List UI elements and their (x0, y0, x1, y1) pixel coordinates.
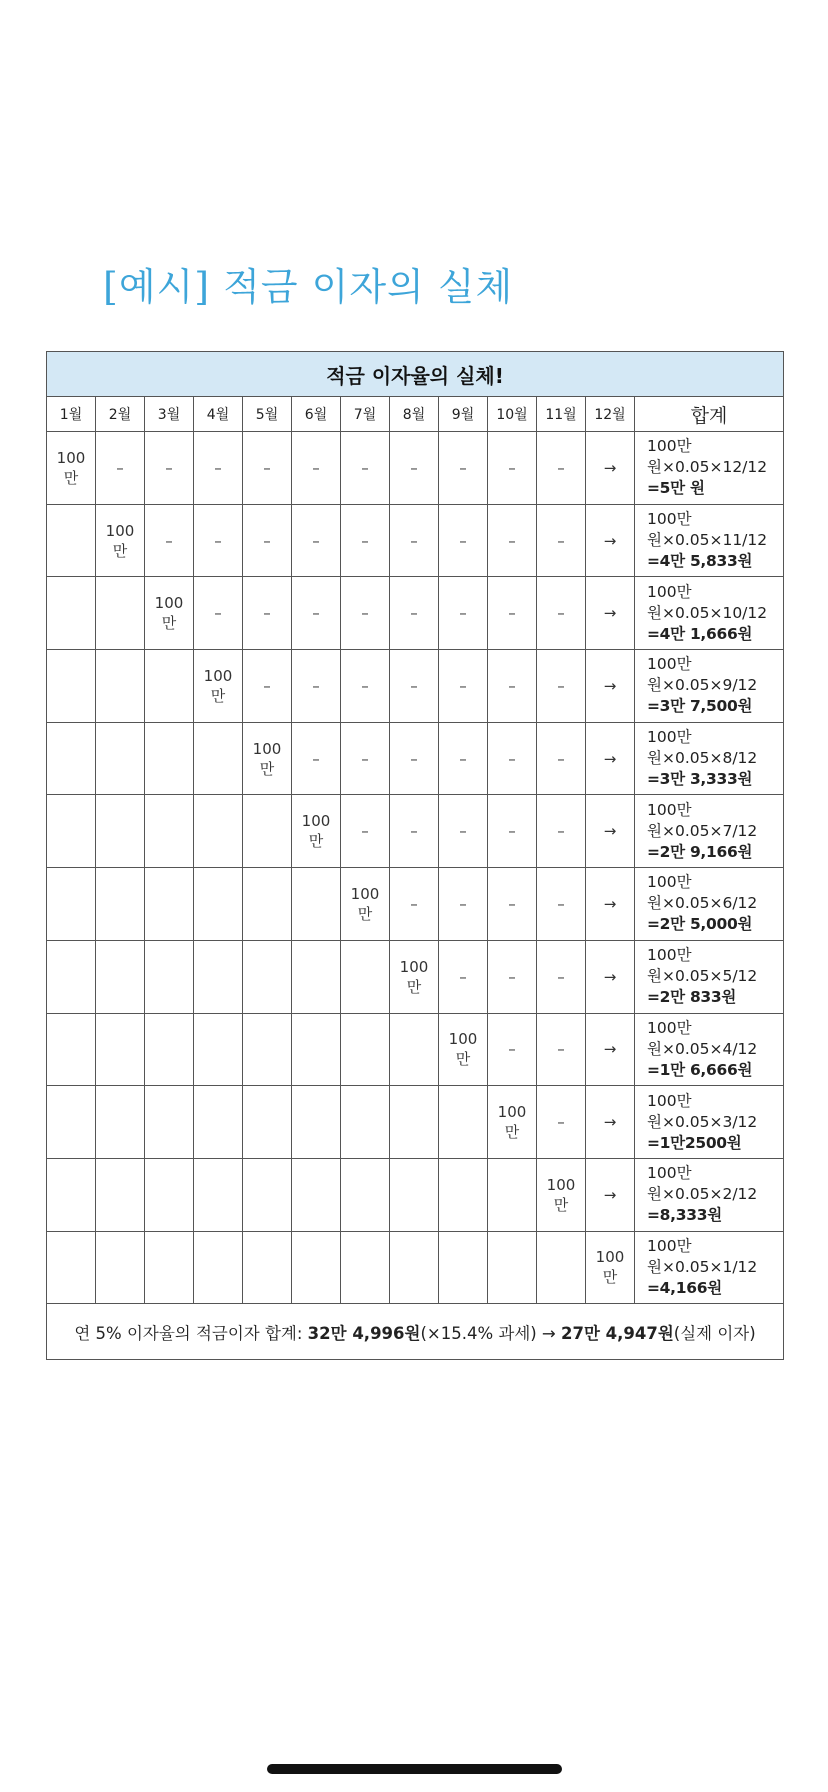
empty-cell (145, 650, 194, 723)
dash-cell: – (537, 577, 586, 650)
deposit-cell: 100 만 (292, 795, 341, 868)
dash-cell: – (488, 795, 537, 868)
dash-cell: – (292, 650, 341, 723)
formula-line-1: 100만 (647, 800, 692, 819)
row-sum (635, 577, 784, 650)
formula-line-1: 100만 (647, 728, 692, 747)
month-header: 5월 (243, 397, 292, 432)
dash-cell: – (390, 504, 439, 577)
table-row (47, 795, 784, 868)
empty-cell (194, 1013, 243, 1086)
arrow-cell: → (586, 1158, 635, 1231)
row-sum (635, 1158, 784, 1231)
formula-result: =2만 833원 (647, 988, 737, 1007)
empty-cell (145, 1013, 194, 1086)
dash-cell: – (390, 650, 439, 723)
row-sum (635, 1013, 784, 1086)
formula-line-1: 100만 (647, 510, 692, 529)
table-row (47, 432, 784, 505)
empty-cell (243, 940, 292, 1013)
table-row (47, 577, 784, 650)
formula-line-2: 원×0.05×7/12 (647, 821, 758, 840)
formula-result: =2만 9,166원 (647, 842, 753, 861)
dash-cell: – (390, 795, 439, 868)
empty-cell (47, 1231, 96, 1304)
dash-cell: – (537, 868, 586, 941)
empty-cell (145, 940, 194, 1013)
empty-cell (292, 1158, 341, 1231)
empty-cell (439, 1086, 488, 1159)
empty-cell (243, 1158, 292, 1231)
month-header: 2월 (96, 397, 145, 432)
row-sum (635, 940, 784, 1013)
empty-cell (145, 868, 194, 941)
empty-cell (292, 1086, 341, 1159)
dash-cell: – (390, 432, 439, 505)
formula-line-2: 원×0.05×5/12 (647, 967, 758, 986)
month-header: 11월 (537, 397, 586, 432)
formula-result: =4만 1,666원 (647, 624, 753, 643)
dash-cell: – (390, 577, 439, 650)
formula-result: =3만 7,500원 (647, 697, 753, 716)
row-sum (635, 650, 784, 723)
empty-cell (96, 1231, 145, 1304)
dash-cell: – (194, 432, 243, 505)
table-row (47, 650, 784, 723)
table-row (47, 868, 784, 941)
dash-cell: – (537, 795, 586, 868)
empty-cell (341, 1013, 390, 1086)
dash-cell: – (488, 1013, 537, 1086)
formula-line-1: 100만 (647, 1018, 692, 1037)
empty-cell (439, 1158, 488, 1231)
sum-header: 합계 (635, 397, 784, 432)
table-row (47, 722, 784, 795)
empty-cell (194, 1231, 243, 1304)
arrow-cell: → (586, 1086, 635, 1159)
formula-line-2: 원×0.05×8/12 (647, 749, 758, 768)
total-summary (47, 1304, 784, 1360)
empty-cell (47, 940, 96, 1013)
empty-cell (96, 1086, 145, 1159)
dash-cell: – (341, 432, 390, 505)
deposit-cell: 100 만 (96, 504, 145, 577)
dash-cell: – (439, 940, 488, 1013)
dash-cell: – (292, 504, 341, 577)
row-sum (635, 504, 784, 577)
row-sum (635, 795, 784, 868)
dash-cell: – (439, 504, 488, 577)
formula-result: =1만 6,666원 (647, 1060, 753, 1079)
table-row (47, 1013, 784, 1086)
empty-cell (47, 795, 96, 868)
dash-cell: – (194, 504, 243, 577)
dash-cell: – (390, 868, 439, 941)
deposit-cell: 100 만 (47, 432, 96, 505)
empty-cell (47, 1013, 96, 1086)
dash-cell: – (537, 1013, 586, 1086)
formula-line-2: 원×0.05×6/12 (647, 894, 758, 913)
empty-cell (243, 795, 292, 868)
empty-cell (390, 1013, 439, 1086)
month-header: 8월 (390, 397, 439, 432)
dash-cell: – (488, 504, 537, 577)
empty-cell (488, 1158, 537, 1231)
dash-cell: – (537, 504, 586, 577)
empty-cell (194, 795, 243, 868)
dash-cell: – (243, 577, 292, 650)
month-header: 3월 (145, 397, 194, 432)
formula-line-1: 100만 (647, 946, 692, 965)
month-header: 1월 (47, 397, 96, 432)
empty-cell (47, 1086, 96, 1159)
row-sum (635, 722, 784, 795)
arrow-cell: → (586, 504, 635, 577)
empty-cell (96, 940, 145, 1013)
net-suffix: (실제 이자) (673, 1323, 756, 1343)
dash-cell: – (488, 650, 537, 723)
empty-cell (194, 1158, 243, 1231)
empty-cell (194, 722, 243, 795)
table-row (47, 504, 784, 577)
dash-cell: – (488, 432, 537, 505)
dash-cell: – (145, 504, 194, 577)
formula-line-1: 100만 (647, 437, 692, 456)
empty-cell (145, 1086, 194, 1159)
empty-cell (439, 1231, 488, 1304)
dash-cell: – (537, 940, 586, 1013)
formula-line-2: 원×0.05×4/12 (647, 1039, 758, 1058)
formula-line-2: 원×0.05×11/12 (647, 531, 768, 550)
empty-cell (243, 1231, 292, 1304)
empty-cell (145, 1231, 194, 1304)
dash-cell: – (537, 432, 586, 505)
table-row (47, 1231, 784, 1304)
empty-cell (243, 1086, 292, 1159)
empty-cell (194, 1086, 243, 1159)
arrow-cell: → (586, 577, 635, 650)
dash-cell: – (488, 868, 537, 941)
dash-cell: – (439, 722, 488, 795)
empty-cell (537, 1231, 586, 1304)
formula-line-1: 100만 (647, 1164, 692, 1183)
table-row (47, 1086, 784, 1159)
formula-result: =8,333원 (647, 1206, 722, 1225)
page-title: [예시] 적금 이자의 실체 (103, 265, 514, 309)
empty-cell (96, 1158, 145, 1231)
row-sum (635, 868, 784, 941)
dash-cell: – (488, 940, 537, 1013)
row-sum (635, 432, 784, 505)
total-amount: 32만 4,996원 (307, 1323, 421, 1343)
month-header: 10월 (488, 397, 537, 432)
arrow-cell: → (586, 940, 635, 1013)
empty-cell (243, 868, 292, 941)
empty-cell (47, 577, 96, 650)
dash-cell: – (341, 577, 390, 650)
arrow-cell: → (586, 432, 635, 505)
empty-cell (47, 722, 96, 795)
dash-cell: – (439, 577, 488, 650)
formula-result: =2만 5,000원 (647, 915, 753, 934)
dash-cell: – (537, 722, 586, 795)
formula-line-1: 100만 (647, 1091, 692, 1110)
empty-cell (96, 1013, 145, 1086)
empty-cell (96, 868, 145, 941)
formula-line-2: 원×0.05×3/12 (647, 1112, 758, 1131)
formula-line-2: 원×0.05×2/12 (647, 1185, 758, 1204)
empty-cell (47, 868, 96, 941)
month-header-row (47, 397, 784, 432)
empty-cell (341, 1231, 390, 1304)
empty-cell (341, 940, 390, 1013)
month-header: 7월 (341, 397, 390, 432)
dash-cell: – (341, 795, 390, 868)
dash-cell: – (537, 1086, 586, 1159)
empty-cell (292, 1013, 341, 1086)
total-row (47, 1304, 784, 1360)
dash-cell: – (439, 795, 488, 868)
empty-cell (47, 504, 96, 577)
empty-cell (96, 650, 145, 723)
deposit-cell: 100 만 (439, 1013, 488, 1086)
empty-cell (145, 1158, 194, 1231)
deposit-cell: 100 만 (586, 1231, 635, 1304)
empty-cell (96, 577, 145, 650)
dash-cell: – (243, 650, 292, 723)
dash-cell: – (341, 650, 390, 723)
table-row (47, 1158, 784, 1231)
empty-cell (292, 940, 341, 1013)
interest-table (46, 351, 784, 1360)
formula-result: =4만 5,833원 (647, 552, 753, 571)
dash-cell: – (341, 722, 390, 795)
empty-cell (341, 1158, 390, 1231)
dash-cell: – (243, 504, 292, 577)
dash-cell: – (488, 577, 537, 650)
empty-cell (96, 795, 145, 868)
deposit-cell: 100 만 (145, 577, 194, 650)
dash-cell: – (439, 868, 488, 941)
row-sum (635, 1086, 784, 1159)
empty-cell (145, 722, 194, 795)
formula-result: =4,166원 (647, 1278, 722, 1297)
dash-cell: – (292, 432, 341, 505)
arrow-cell: → (586, 650, 635, 723)
dash-cell: – (292, 577, 341, 650)
empty-cell (194, 868, 243, 941)
formula-line-1: 100만 (647, 582, 692, 601)
dash-cell: – (145, 432, 194, 505)
formula-line-1: 100만 (647, 655, 692, 674)
formula-line-2: 원×0.05×10/12 (647, 603, 768, 622)
tax-note: (×15.4% 과세) → (420, 1323, 562, 1343)
dash-cell: – (439, 650, 488, 723)
formula-line-2: 원×0.05×1/12 (647, 1257, 758, 1276)
total-prefix: 연 5% 이자율의 적금이자 합계: (74, 1323, 308, 1343)
table-row (47, 940, 784, 1013)
dash-cell: – (439, 432, 488, 505)
empty-cell (390, 1158, 439, 1231)
arrow-cell: → (586, 868, 635, 941)
empty-cell (96, 722, 145, 795)
dash-cell: – (390, 722, 439, 795)
dash-cell: – (537, 650, 586, 723)
empty-cell (243, 1013, 292, 1086)
dash-cell: – (488, 722, 537, 795)
formula-line-1: 100만 (647, 873, 692, 892)
formula-line-2: 원×0.05×9/12 (647, 676, 758, 695)
empty-cell (145, 795, 194, 868)
net-amount: 27만 4,947원 (561, 1323, 674, 1343)
deposit-cell: 100 만 (537, 1158, 586, 1231)
table-caption: 적금 이자율의 실체! (47, 352, 784, 397)
deposit-cell: 100 만 (488, 1086, 537, 1159)
month-header: 6월 (292, 397, 341, 432)
month-header: 4월 (194, 397, 243, 432)
empty-cell (47, 650, 96, 723)
deposit-cell: 100 만 (194, 650, 243, 723)
formula-line-1: 100만 (647, 1236, 692, 1255)
empty-cell (194, 940, 243, 1013)
empty-cell (488, 1231, 537, 1304)
empty-cell (390, 1086, 439, 1159)
month-header: 12월 (586, 397, 635, 432)
empty-cell (292, 868, 341, 941)
month-header: 9월 (439, 397, 488, 432)
arrow-cell: → (586, 795, 635, 868)
formula-result: =3만 3,333원 (647, 770, 753, 789)
table-body (47, 432, 784, 1304)
deposit-cell: 100 만 (390, 940, 439, 1013)
arrow-cell: → (586, 1013, 635, 1086)
deposit-cell: 100 만 (243, 722, 292, 795)
row-sum (635, 1231, 784, 1304)
empty-cell (390, 1231, 439, 1304)
dash-cell: – (341, 504, 390, 577)
dash-cell: – (96, 432, 145, 505)
empty-cell (47, 1158, 96, 1231)
arrow-cell: → (586, 722, 635, 795)
dash-cell: – (292, 722, 341, 795)
formula-result: =1만2500원 (647, 1133, 742, 1152)
formula-result: =5만 원 (647, 479, 705, 498)
empty-cell (341, 1086, 390, 1159)
formula-line-2: 원×0.05×12/12 (647, 458, 768, 477)
empty-cell (292, 1231, 341, 1304)
dash-cell: – (194, 577, 243, 650)
dash-cell: – (243, 432, 292, 505)
deposit-cell: 100 만 (341, 868, 390, 941)
home-indicator (267, 1764, 562, 1774)
